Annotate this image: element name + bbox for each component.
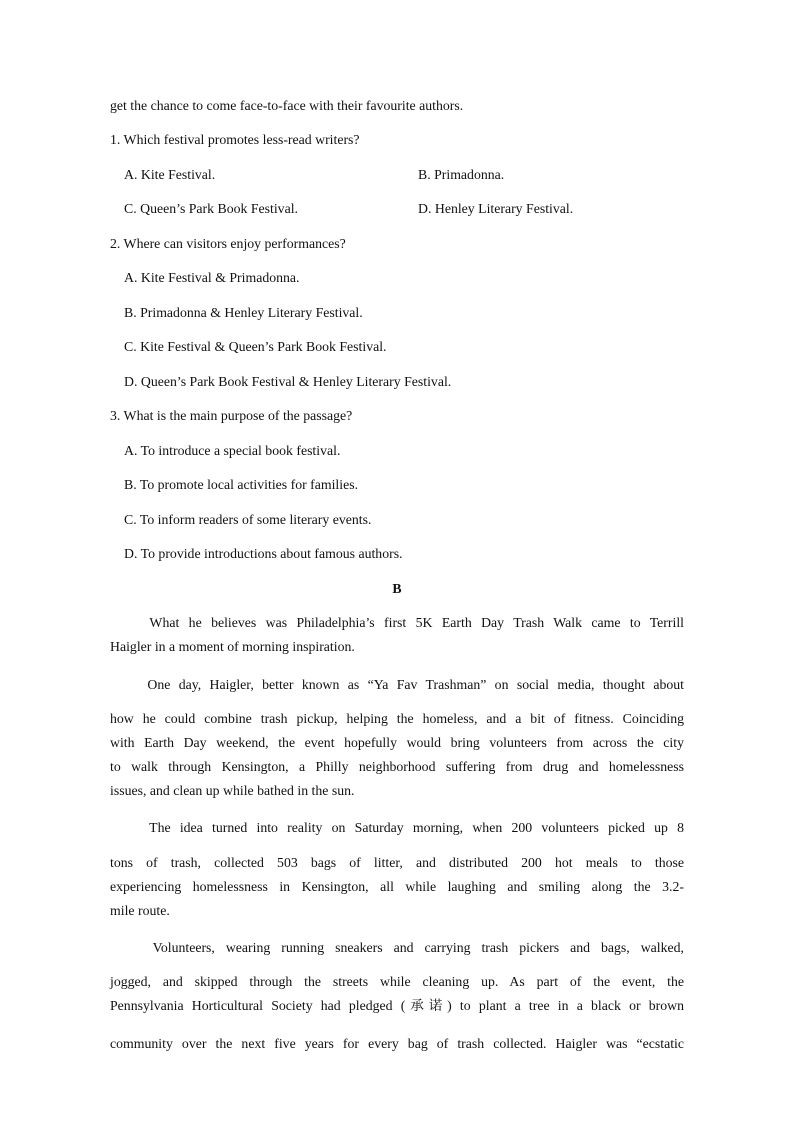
question-2-option-d: D. Queen’s Park Book Festival & Henley Literary Festival. (124, 374, 452, 389)
question-2-stem: 2. Where can visitors enjoy performances? (110, 236, 346, 251)
question-3-option-c: C. To inform readers of some literary events. (124, 512, 372, 527)
paragraph-2-line-4: to walk through Kensington, a Philly neighborhood suffering from drug and homelessness (110, 759, 684, 774)
question-1-stem: 1. Which festival promotes less-read writers? (110, 132, 360, 147)
paragraph-3-line-2: tons of trash, collected 503 bags of litter, and distributed 200 hot meals to those (110, 855, 684, 870)
section-b-heading: B (392, 581, 402, 596)
question-3-option-d: D. To provide introductions about famous authors. (124, 546, 403, 561)
paragraph-4-line-3: Pennsylvania Horticultural Society had pledged (承诺) to plant a tree in a black or brown (110, 998, 684, 1013)
intro-tail-line: get the chance to come face-to-face with their favourite authors. (110, 98, 464, 113)
question-1-option-d: D. Henley Literary Festival. (418, 201, 574, 216)
paragraph-4-line-1: Volunteers, wearing running sneakers and carrying trash pickers and bags, walked, (110, 940, 684, 955)
paragraph-4-line-2: jogged, and skipped through the streets while cleaning up. As part of the event, the (110, 974, 684, 989)
paragraph-3-line-3: experiencing homelessness in Kensington, all while laughing and smiling along the 3.2- (110, 879, 684, 894)
question-2-option-c: C. Kite Festival & Queen’s Park Book Festival. (124, 339, 387, 354)
question-3-stem: 3. What is the main purpose of the passage? (110, 408, 353, 423)
paragraph-1-line-2: Haigler in a moment of morning inspiration. (110, 639, 355, 654)
paragraph-2-line-5: issues, and clean up while bathed in the sun. (110, 783, 355, 798)
question-1-option-a: A. Kite Festival. (124, 167, 216, 182)
paragraph-4-line-4: community over the next five years for every bag of trash collected. Haigler was “ecstatic (110, 1036, 684, 1051)
question-3-option-a: A. To introduce a special book festival. (124, 443, 341, 458)
question-2-option-a: A. Kite Festival & Primadonna. (124, 270, 300, 285)
question-1-option-b: B. Primadonna. (418, 167, 505, 182)
paragraph-2-line-1: One day, Haigler, better known as “Ya Fav Trashman” on social media, thought about (110, 677, 684, 692)
question-2-option-b: B. Primadonna & Henley Literary Festival. (124, 305, 363, 320)
question-3-option-b: B. To promote local activities for families. (124, 477, 359, 492)
paragraph-3-line-1: The idea turned into reality on Saturday morning, when 200 volunteers picked up 8 (110, 820, 684, 835)
paragraph-1-line-1: What he believes was Philadelphia’s first 5K Earth Day Trash Walk came to Terrill (110, 615, 684, 630)
paragraph-3-line-4: mile route. (110, 903, 170, 918)
question-1-option-c: C. Queen’s Park Book Festival. (124, 201, 298, 216)
paragraph-2-line-3: with Earth Day weekend, the event hopefully would bring volunteers from across the city (110, 735, 684, 750)
paragraph-2-line-2: how he could combine trash pickup, helping the homeless, and a bit of fitness. Coinciding (110, 711, 684, 726)
